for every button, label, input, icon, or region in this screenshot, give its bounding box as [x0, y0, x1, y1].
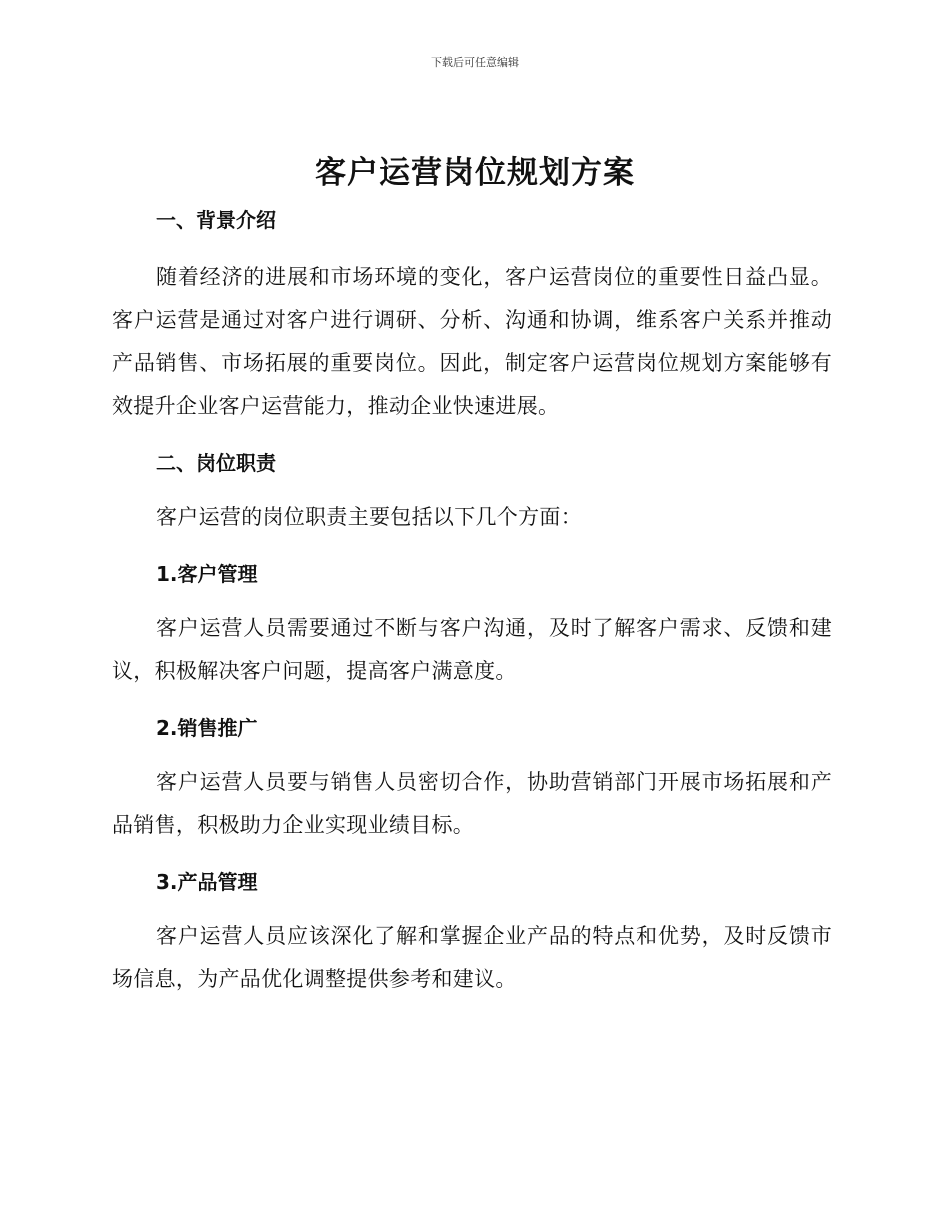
- duties-intro-paragraph: 客户运营的岗位职责主要包括以下几个方面：: [156, 505, 582, 529]
- product-management-paragraph: 客户运营人员应该深化了解和掌握企业产品的特点和优势，及时反馈市场信息，为产品优化调整提供参考和建议。: [112, 924, 832, 991]
- subsection-heading-sales-promotion: 2.销售推广: [156, 716, 258, 740]
- sales-promotion-paragraph: 客户运营人员要与销售人员密切合作，协助营销部门开展市场拓展和产品销售，积极助力企业实现业绩目标。: [112, 770, 832, 837]
- document-title: 客户运营岗位规划方案: [315, 155, 635, 191]
- subsection-heading-customer-management: 1.客户管理: [156, 562, 258, 586]
- document-body: [112, 200, 832, 1001]
- subsection-heading-product-management: 3.产品管理: [156, 870, 258, 894]
- section-heading-duties: 二、岗位职责: [156, 451, 276, 475]
- customer-management-paragraph: 客户运营人员需要通过不断与客户沟通，及时了解客户需求、反馈和建议，积极解决客户问题，提高客户满意度。: [112, 616, 832, 683]
- section-heading-background: 一、背景介绍: [156, 208, 276, 232]
- page-header-note: 下载后可任意编辑: [431, 56, 519, 69]
- background-paragraph: 随着经济的进展和市场环境的变化，客户运营岗位的重要性日益凸显。客户运营是通过对客户进行调研、分析、沟通和协调，维系客户关系并推动产品销售、市场拓展的重要岗位。因此，制定客户运营岗位规划方案能够有效提升企业客户运营能力，推动企业快速进展。: [112, 265, 832, 418]
